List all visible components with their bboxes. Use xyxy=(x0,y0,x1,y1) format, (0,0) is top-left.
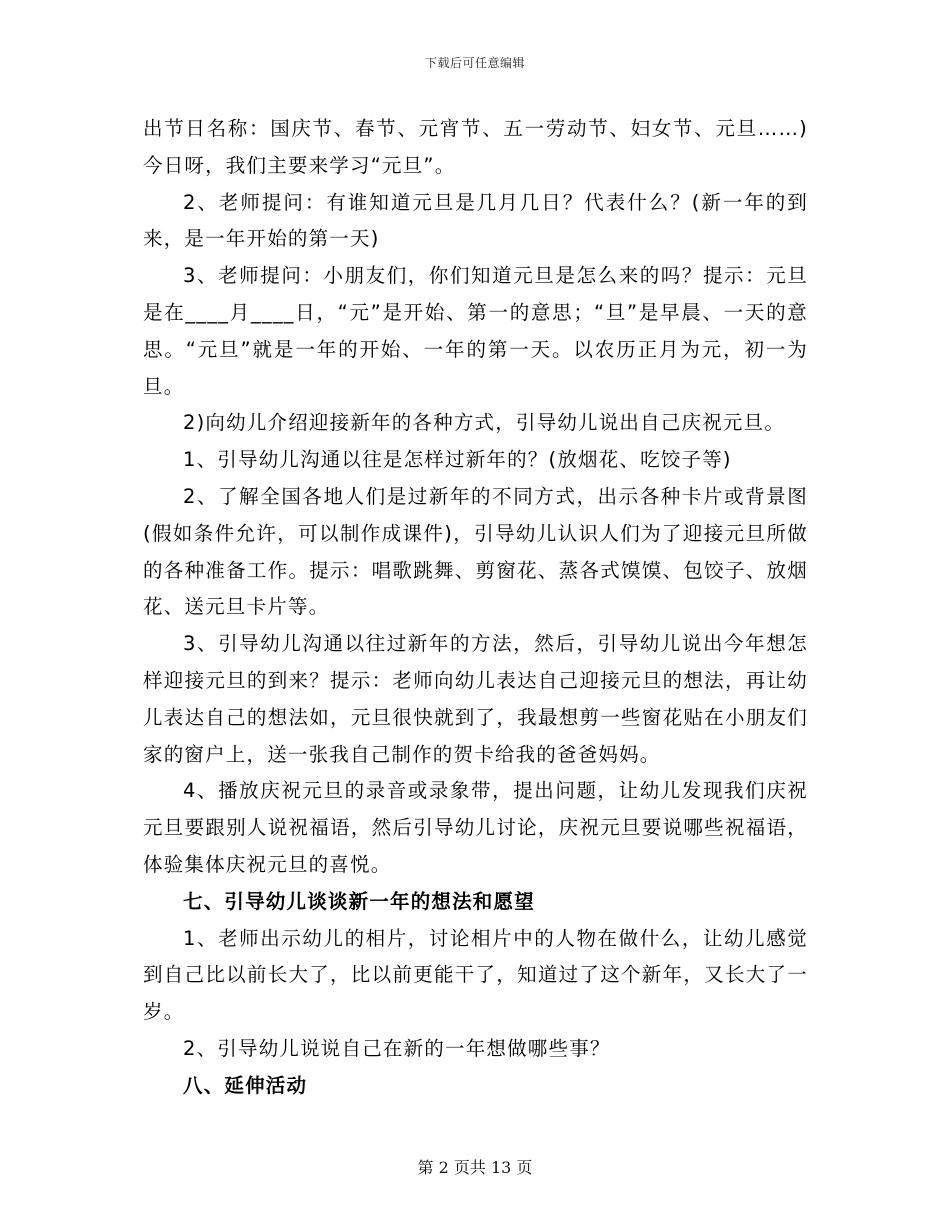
section-heading-seven: 七、引导幼儿谈谈新一年的想法和愿望 xyxy=(183,889,535,913)
paragraph-past-new-year: 1、引导幼儿沟通以往是怎样过新年的？(放烟花、吃饺子等) xyxy=(183,448,732,472)
paragraph-holiday-names: 出节日名称：国庆节、春节、元宵节、五一劳动节、妇女节、元旦……)今日呀，我们主要来学习“元旦”。 xyxy=(143,117,808,177)
paragraph-blessings: 4、播放庆祝元旦的录音或录象带，提出问题，让幼儿发现我们庆祝元旦要跟别人说祝福语，然后引导幼儿讨论，庆祝元旦要说哪些祝福语，体验集体庆祝元旦的喜悦。 xyxy=(143,779,808,876)
paragraph-this-year-plans: 3、引导幼儿沟通以往过新年的方法，然后，引导幼儿说出今年想怎样迎接元旦的到来？提示：老师向幼儿表达自己迎接元旦的想法，再让幼儿表达自己的想法如，元旦很快就到了，我最想剪一些窗花贴在小朋友们家的窗户上，送一张我自己制作的贺卡给我的爸爸妈妈。 xyxy=(143,632,808,766)
page-header: 下载后可任意编辑 xyxy=(424,56,525,70)
paragraph-question-origin: 3、老师提问：小朋友们，你们知道元旦是怎么来的吗？提示：元旦是在____月____日，“元”是开始、第一的意思；“旦”是早晨、一天的意思。“元旦”就是一年的开始、一年的第一天。以农历正月为元，初一为旦。 xyxy=(143,264,808,398)
page-number: 第 2 页共 13 页 xyxy=(417,1158,533,1177)
paragraph-photos: 1、老师出示幼儿的相片，讨论相片中的人物在做什么，让幼儿感觉到自己比以前长大了，比以前更能干了，知道过了这个新年，又长大了一岁。 xyxy=(143,926,808,1024)
section-heading-eight: 八、延伸活动 xyxy=(183,1073,308,1097)
paragraph-regional-customs: 2、了解全国各地人们是过新年的不同方式，出示各种卡片或背景图(假如条件允许，可以制作成课件)，引导幼儿认识人们为了迎接元旦所做的各种准备工作。提示：唱歌跳舞、剪窗花、蒸各式馍馍、包饺子、放烟花、送元旦卡片等。 xyxy=(143,484,808,619)
paragraph-new-year-wishes: 2、引导幼儿说说自己在新的一年想做哪些事？ xyxy=(183,1036,611,1060)
paragraph-question-date: 2、老师提问：有谁知道元旦是几月几日？代表什么？(新一年的到来，是一年开始的第一天) xyxy=(143,190,808,251)
paragraph-introduce-ways: 2)向幼儿介绍迎接新年的各种方式，引导幼儿说出自己庆祝元旦。 xyxy=(183,411,786,435)
document-body xyxy=(143,111,808,1105)
